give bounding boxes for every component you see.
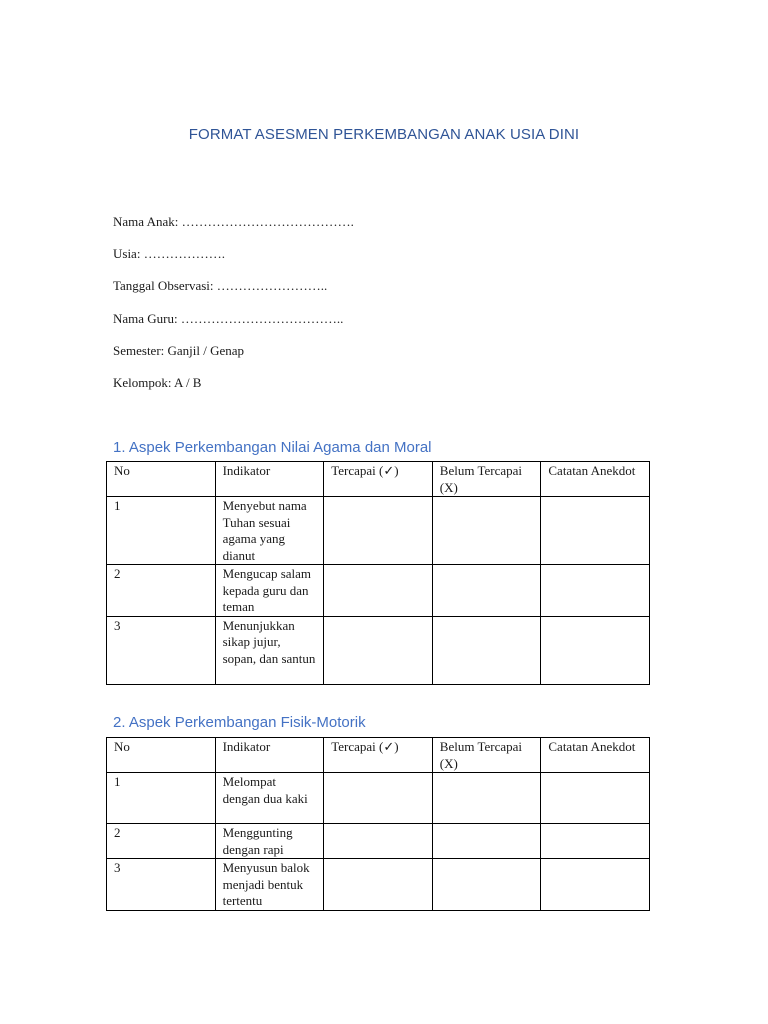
field-tanggal-observasi: Tanggal Observasi: …………………….. (113, 278, 328, 294)
header-catatan-anekdot: Catatan Anekdot (541, 738, 650, 773)
table-row (107, 616, 650, 684)
cell-no: 3 (107, 616, 216, 684)
header-no: No (107, 462, 216, 497)
cell-no: 2 (107, 565, 216, 617)
cell-catatan[interactable] (541, 859, 650, 911)
cell-belum-tercapai[interactable] (432, 616, 541, 684)
student-info-fields (113, 214, 354, 407)
header-no: No (107, 738, 216, 773)
header-tercapai: Tercapai (✓) (324, 738, 433, 773)
cell-catatan[interactable] (541, 773, 650, 824)
cell-catatan[interactable] (541, 565, 650, 617)
table-row (107, 565, 650, 617)
cell-indikator: Menyebut nama Tuhan sesuai agama yang dianut (215, 497, 324, 565)
section-2-heading: 2. Aspek Perkembangan Fisik-Motorik (113, 714, 366, 731)
section-1-heading: 1. Aspek Perkembangan Nilai Agama dan Moral (113, 439, 432, 456)
cell-belum-tercapai[interactable] (432, 497, 541, 565)
cell-indikator: Menunjukkan sikap jujur, sopan, dan santun (215, 616, 324, 684)
table-row (107, 773, 650, 824)
cell-indikator: Mengucap salam kepada guru dan teman (215, 565, 324, 617)
cell-tercapai[interactable] (324, 616, 433, 684)
table-row (107, 497, 650, 565)
field-semester: Semester: Ganjil / Genap (113, 342, 245, 358)
cell-no: 1 (107, 497, 216, 565)
cell-tercapai[interactable] (324, 565, 433, 617)
table-header-row (107, 462, 650, 497)
field-nama-guru: Nama Guru: ……………………………….. (113, 310, 344, 326)
cell-no: 1 (107, 773, 216, 824)
header-indikator: Indikator (215, 462, 324, 497)
field-usia: Usia: ………………. (113, 246, 225, 262)
header-belum-tercapai: Belum Tercapai (X) (432, 462, 541, 497)
cell-catatan[interactable] (541, 497, 650, 565)
table-row (107, 824, 650, 859)
cell-belum-tercapai[interactable] (432, 859, 541, 911)
document-title: FORMAT ASESMEN PERKEMBANGAN ANAK USIA DINI (188, 126, 580, 143)
cell-belum-tercapai[interactable] (432, 565, 541, 617)
cell-tercapai[interactable] (324, 859, 433, 911)
cell-tercapai[interactable] (324, 773, 433, 824)
cell-belum-tercapai[interactable] (432, 824, 541, 859)
section-2-table (106, 737, 650, 911)
cell-catatan[interactable] (541, 824, 650, 859)
header-catatan-anekdot: Catatan Anekdot (541, 462, 650, 497)
header-belum-tercapai: Belum Tercapai (X) (432, 738, 541, 773)
field-kelompok: Kelompok: A / B (113, 374, 202, 390)
cell-tercapai[interactable] (324, 497, 433, 565)
cell-indikator: Melompat dengan dua kaki (215, 773, 324, 824)
header-indikator: Indikator (215, 738, 324, 773)
cell-belum-tercapai[interactable] (432, 773, 541, 824)
cell-no: 2 (107, 824, 216, 859)
cell-tercapai[interactable] (324, 824, 433, 859)
cell-indikator: Menyusun balok menjadi bentuk tertentu (215, 859, 324, 911)
section-1-table (106, 461, 650, 685)
header-tercapai: Tercapai (✓) (324, 462, 433, 497)
cell-no: 3 (107, 859, 216, 911)
cell-catatan[interactable] (541, 616, 650, 684)
table-row (107, 859, 650, 911)
field-nama-anak: Nama Anak: …………………………………. (113, 214, 354, 229)
table-header-row (107, 738, 650, 773)
cell-indikator: Menggunting dengan rapi (215, 824, 324, 859)
